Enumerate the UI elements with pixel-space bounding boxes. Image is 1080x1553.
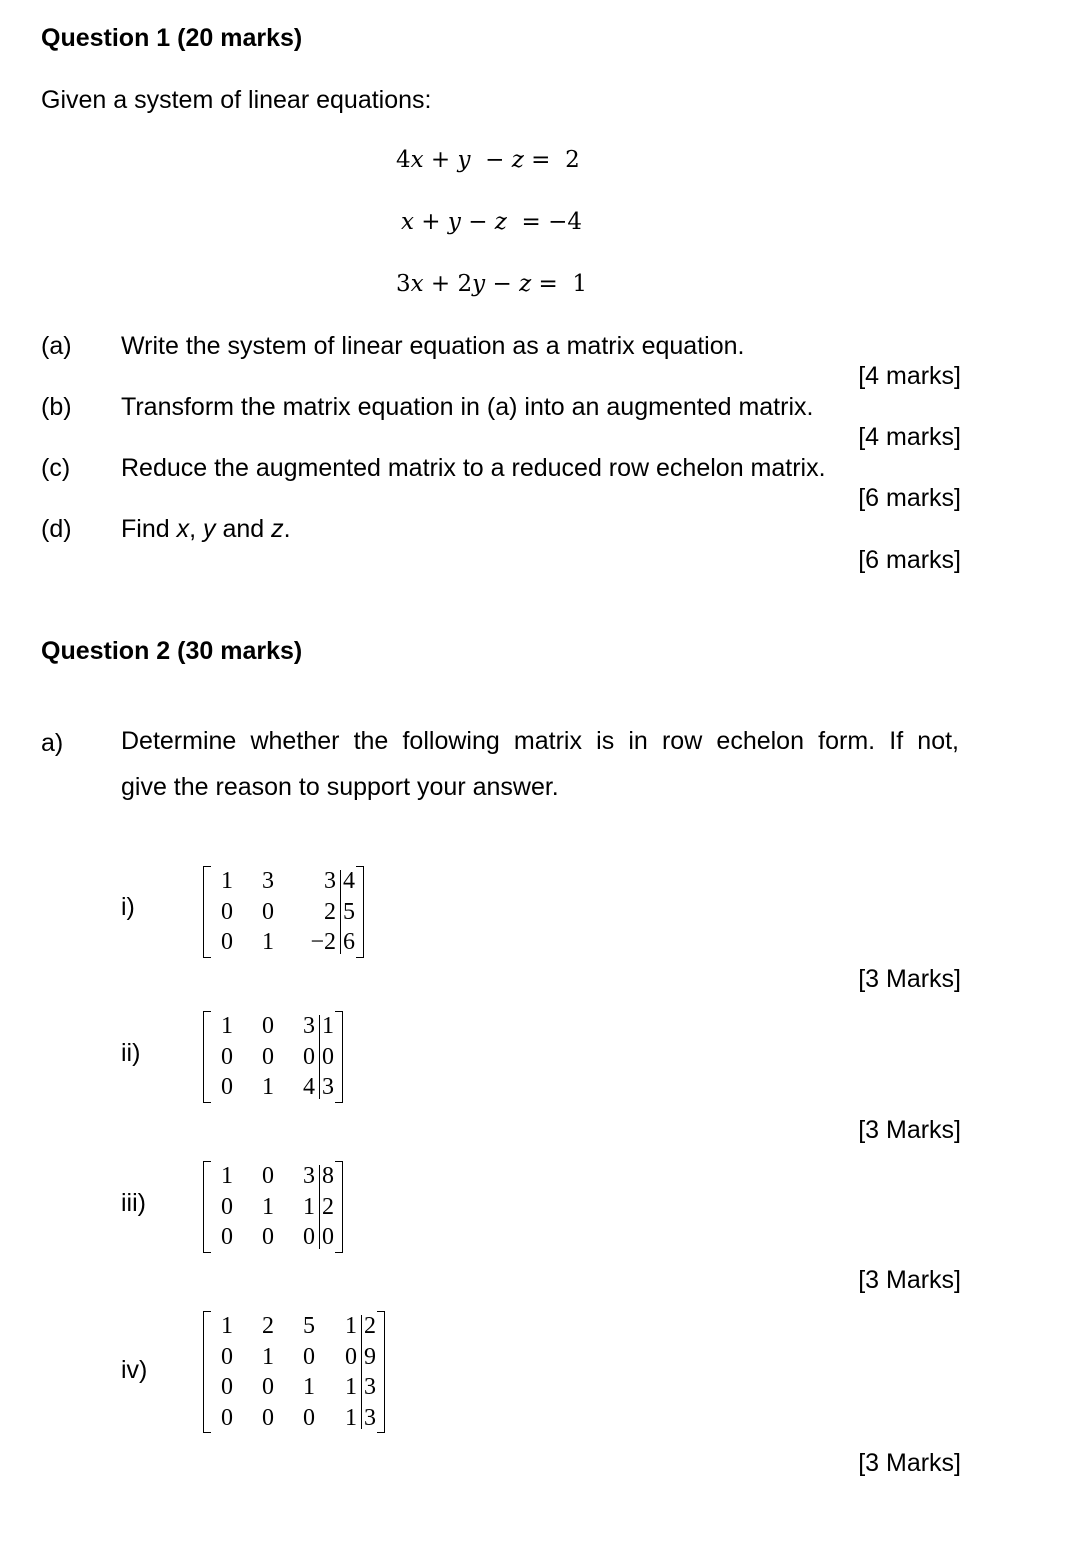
part-a-label: a) (41, 729, 64, 757)
matrix-label: iv) (121, 1356, 148, 1384)
part-label: (d) (41, 515, 72, 543)
part-label: (a) (41, 332, 72, 360)
matrix-marks: [3 Marks] (858, 965, 961, 993)
question-1-intro: Given a system of linear equations: (41, 86, 432, 114)
matrix-marks: [3 Marks] (858, 1449, 961, 1477)
augmented-matrix: 1 0 0 0 0 1 3 0 4 1 0 3 (203, 1011, 343, 1103)
matrix-label: iii) (121, 1189, 146, 1217)
equation-3: 3x + 2y − z = 1 (396, 271, 588, 297)
part-marks: [4 marks] (858, 423, 961, 451)
augmented-matrix: 1 0 0 0 2 1 0 0 5 0 1 0 1 0 1 1 2 9 3 3 (203, 1311, 385, 1433)
part-text: Reduce the augmented matrix to a reduced row echelon matrix. (121, 454, 826, 482)
matrix-marks: [3 Marks] (858, 1116, 961, 1144)
question-1-title: Question 1 (20 marks) (41, 24, 303, 52)
augmented-matrix: 1 0 0 0 1 0 3 1 0 8 2 0 (203, 1161, 343, 1253)
part-text: Write the system of linear equation as a matrix equation. (121, 332, 745, 360)
part-text: Find x, y and z. (121, 515, 291, 543)
matrix-label: ii) (121, 1039, 141, 1067)
part-marks: [4 marks] (858, 362, 961, 390)
part-text: Transform the matrix equation in (a) into an augmented matrix. (121, 393, 814, 421)
part-marks: [6 marks] (858, 546, 961, 574)
part-label: (b) (41, 393, 72, 421)
part-marks: [6 marks] (858, 484, 961, 512)
equation-1: 4x + y − z = 2 (396, 147, 580, 173)
part-a-text: Determine whether the following matrix is in row echelon form. If not, give the reason to support your answer. (121, 727, 959, 801)
question-2-title: Question 2 (30 marks) (41, 637, 303, 665)
augmented-matrix: 1 0 0 3 0 1 3 2 −2 4 5 6 (203, 866, 364, 958)
part-label: (c) (41, 454, 71, 482)
matrix-marks: [3 Marks] (858, 1266, 961, 1294)
matrix-label: i) (121, 893, 135, 921)
equation-2: x + y − z = −4 (401, 209, 583, 235)
